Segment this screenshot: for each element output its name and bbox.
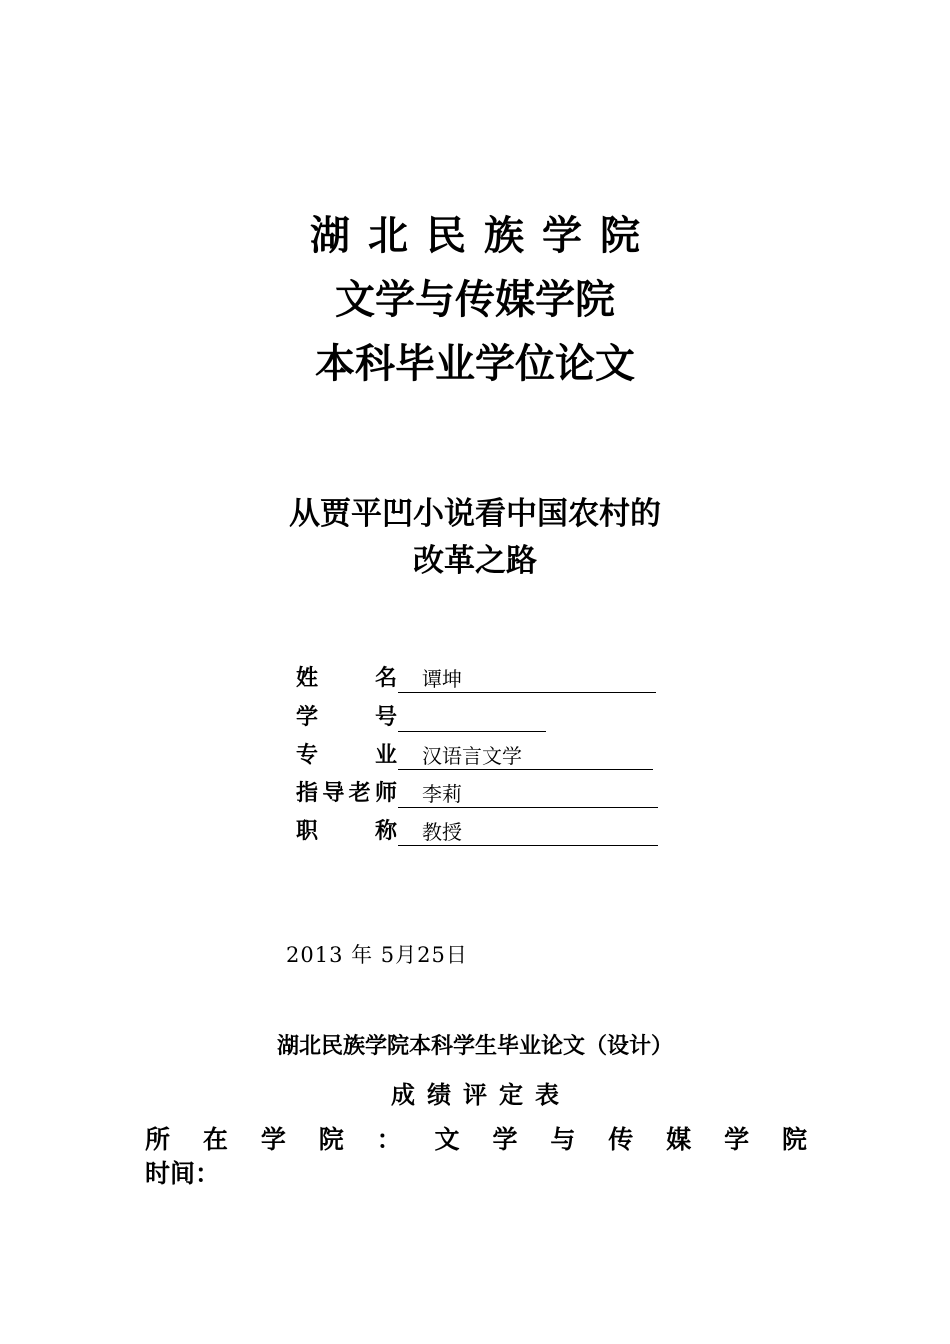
time-label: 时间： xyxy=(145,1159,221,1188)
field-value: 李莉 xyxy=(422,782,462,806)
field-value: 谭坤 xyxy=(422,667,462,691)
thesis-title-line-2: 改革之路 xyxy=(413,543,537,579)
thesis-type: 本科毕业学位论文 xyxy=(315,341,635,387)
field-label: 专 业 xyxy=(296,743,397,768)
field-value: 教授 xyxy=(422,820,462,844)
department-line: 所 在 学 院 ： 文 学 与 传 媒 学 院 xyxy=(145,1125,807,1154)
college-name: 文学与传媒学院 xyxy=(335,277,615,323)
field-label: 指 导 老 师 xyxy=(296,781,397,806)
submission-date: 2013 年 5月25日 xyxy=(286,943,468,967)
field-underline xyxy=(398,779,658,808)
field-underline xyxy=(398,741,653,770)
form-subtitle: 成绩评定表 xyxy=(391,1081,571,1109)
field-underline xyxy=(398,664,656,693)
thesis-title-line-1: 从贾平凹小说看中国农村的 xyxy=(289,496,661,532)
field-underline xyxy=(398,703,546,732)
field-label: 学 号 xyxy=(296,705,397,730)
field-label: 姓 名 xyxy=(296,666,397,691)
field-value: 汉语言文学 xyxy=(422,744,522,768)
university-name: 湖北民族学院 xyxy=(310,213,658,259)
form-title: 湖北民族学院本科学生毕业论文（设计） xyxy=(276,1034,673,1059)
field-label: 职 称 xyxy=(296,819,397,844)
field-underline xyxy=(398,817,658,846)
